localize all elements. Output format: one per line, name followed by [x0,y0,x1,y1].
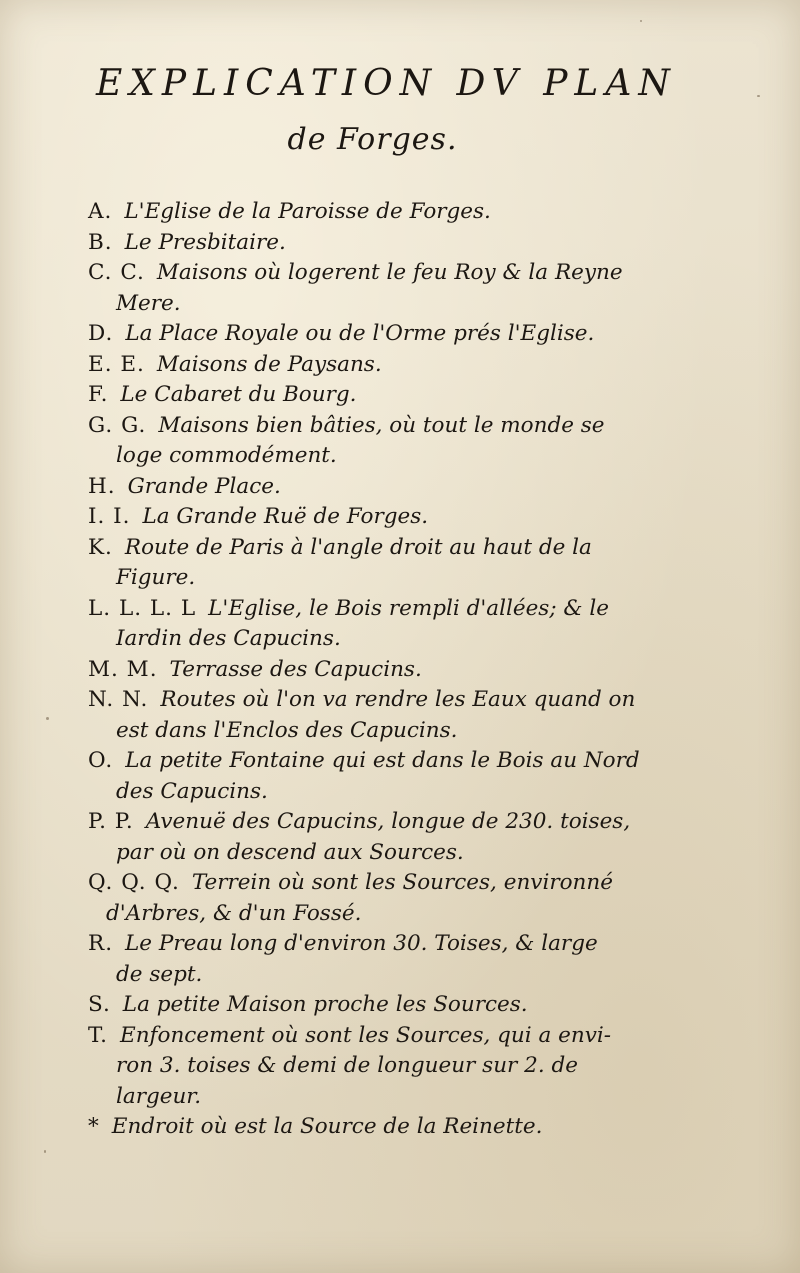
legend-text: Route de Paris à l'angle droit au haut de la [124,534,592,560]
paper-speck [46,717,49,720]
legend-key: K. [88,534,113,560]
legend-text: Endroit où est la Source de la Reinette. [111,1114,543,1139]
asterisk-icon: * [88,1114,100,1139]
legend-entry-q [88,868,668,929]
legend-entry-i [88,502,668,533]
paper-speck [757,95,760,97]
legend-key: O. [88,748,114,773]
legend-list [88,197,668,1143]
legend-text: Enfoncement où sont les Sources, qui a envi- [120,1022,611,1048]
legend-key: N. N. [88,687,149,712]
legend-text: Grande Place. [127,473,281,499]
legend-text-continuation: de sept. [116,961,203,987]
legend-text: La Place Royale ou de l'Orme prés l'Eglise. [125,321,595,346]
paper-speck [640,20,642,22]
legend-key: S. [88,992,111,1017]
legend-text: Maisons bien bâties, où tout le monde se [158,412,605,438]
page-title: EXPLICATION DV PLAN [96,63,677,104]
legend-text-continuation: loge commodément. [116,443,337,468]
legend-text: Le Presbitaire. [124,229,286,255]
legend-key: B. [88,229,113,255]
legend-entry-s [88,990,668,1021]
legend-entry-asterisk [88,1112,668,1143]
legend-entry-a [88,197,668,228]
legend-entry-e [88,350,668,381]
legend-key: E. E. [88,351,145,377]
legend-key: C. C. [88,260,145,285]
legend-entry-p [88,807,668,868]
legend-key: F. [88,382,109,407]
legend-text-continuation: par où on descend aux Sources. [116,839,464,865]
legend-entry-f [88,380,668,411]
legend-text: Avenuë des Capucins, longue de 230. toises, [145,809,631,834]
legend-text-continuation: est dans l'Enclos des Capucins. [116,717,458,743]
legend-entry-k [88,533,668,594]
legend-text: Routes où l'on va rendre les Eaux quand on [160,687,636,712]
legend-text: La petite Fontaine qui est dans le Bois au Nord [125,748,640,773]
paper-speck [44,1150,46,1153]
legend-text: Maisons de Paysans. [156,351,382,377]
legend-key: G. G. [88,412,147,438]
legend-key: T. [88,1022,109,1048]
legend-key: H. [88,473,116,499]
legend-entry-d [88,319,668,350]
legend-key: R. [88,931,114,956]
legend-text-continuation: Iardin des Capucins. [116,626,341,651]
page-subtitle: de Forges. [287,122,458,157]
legend-text: Le Cabaret du Bourg. [120,382,357,407]
legend-text-continuation: Mere. [116,290,181,316]
legend-text-continuation: des Capucins. [116,778,268,804]
legend-key: M. M. [88,656,158,682]
legend-entry-o [88,746,668,807]
legend-text: L'Eglise de la Paroisse de Forges. [124,199,491,224]
legend-entry-m [88,655,668,686]
legend-entry-n [88,685,668,746]
legend-entry-l [88,594,668,655]
legend-text: Terrasse des Capucins. [169,656,422,682]
legend-text: L'Eglise, le Bois rempli d'allées; & le [208,595,609,621]
legend-text-continuation: ron 3. toises & demi de longueur sur 2. de largeur. [116,1053,578,1109]
legend-key: D. [88,321,114,346]
legend-key: L. L. L. L [88,595,197,621]
legend-key: I. I. [88,504,131,529]
legend-text: Maisons où logerent le feu Roy & la Reyne [156,260,623,285]
legend-entry-t [88,1021,668,1113]
legend-text: La petite Maison proche les Sources. [122,992,528,1017]
legend-entry-c [88,258,668,319]
legend-text: Terrein où sont les Sources, environné [191,870,613,895]
legend-key: A. [88,199,113,224]
legend-text-continuation: d'Arbres, & d'un Fossé. [106,900,362,926]
legend-text: Le Preau long d'environ 30. Toises, & large [125,931,598,956]
legend-text: La Grande Ruë de Forges. [142,504,429,529]
legend-key: Q. Q. Q. [88,870,180,895]
legend-entry-b [88,228,668,259]
legend-entry-h [88,472,668,503]
legend-entry-r [88,929,668,990]
legend-key: P. P. [88,809,134,834]
legend-text-continuation: Figure. [116,565,196,590]
legend-entry-g [88,411,668,472]
